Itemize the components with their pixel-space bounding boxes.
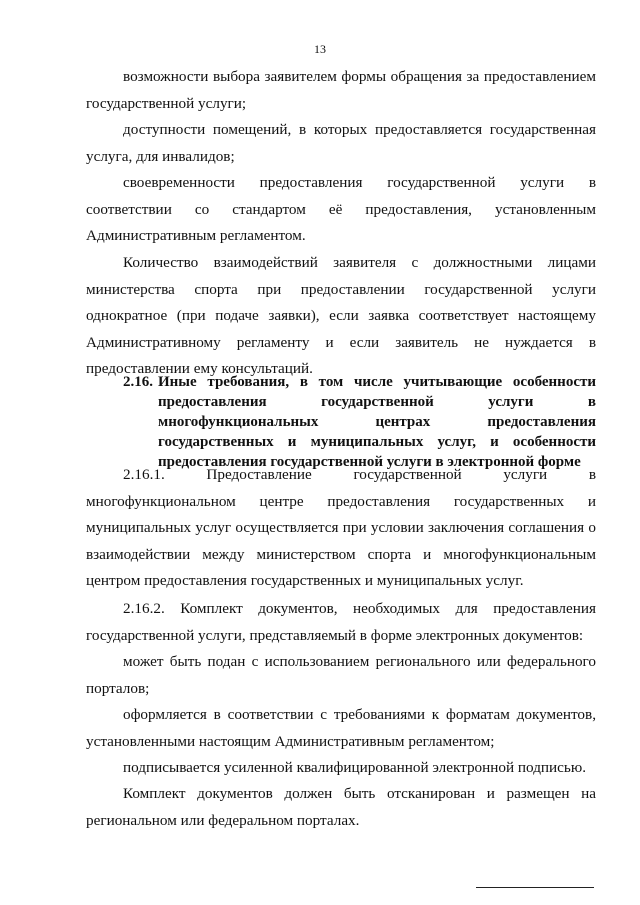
page-number: 13 <box>314 42 326 56</box>
paragraph-electronic-signature: подписывается усиленной квалифицированной электронной подписью. <box>123 759 586 776</box>
paragraph-portal-submission: может быть подан с использованием регионального или федерального порталов; <box>86 653 596 697</box>
paragraph-timeliness: своевременности предоставления государственной услуги в соответствии со стандартом её предоставления, установленным Административным регламентом. <box>86 174 596 244</box>
paragraph-2-16-1: 2.16.1. Предоставление государственной услуги в многофункциональном центре предоставления государственных и муниципальных услуг осуществляется при условии заключения соглашения о взаимодействии между министерством спорта и многофункциональным центром предоставления государственных и муниципальных услуг. <box>86 466 596 589</box>
paragraph-form-choice: возможности выбора заявителем формы обращения за предоставлением государственной услуги; <box>86 68 596 112</box>
section-heading <box>86 372 596 472</box>
section-number: 2.16. <box>123 374 153 390</box>
paragraph-format-requirements: оформляется в соответствии с требованиями к форматам документов, установленными настоящим Административным регламентом; <box>86 706 596 750</box>
section-title: Иные требования, в том числе учитывающие особенности предоставления государственной услуги в многофункциональных центрах предоставления государственных и муниципальных услуг, и особенности предоставления государственной услуги в электронной форме <box>158 374 596 470</box>
paragraph-2-16-2: 2.16.2. Комплект документов, необходимых для предоставления государственной услуги, представляемый в форме электронных документов: <box>86 600 596 644</box>
paragraph-scanning: Комплект документов должен быть отсканирован и размещен на региональном или федеральном порталах. <box>86 785 596 829</box>
paragraph-accessibility: доступности помещений, в которых предоставляется государственная услуга, для инвалидов; <box>86 121 596 165</box>
footer-divider <box>476 887 594 888</box>
paragraph-interactions-count: Количество взаимодействий заявителя с должностными лицами министерства спорта при предоставлении государственной услуги однократное (при подаче заявки), если заявка соответствует настоящему Административному регламенту и если заявитель не нуждается в предоставлении ему консультаций. <box>86 254 596 377</box>
